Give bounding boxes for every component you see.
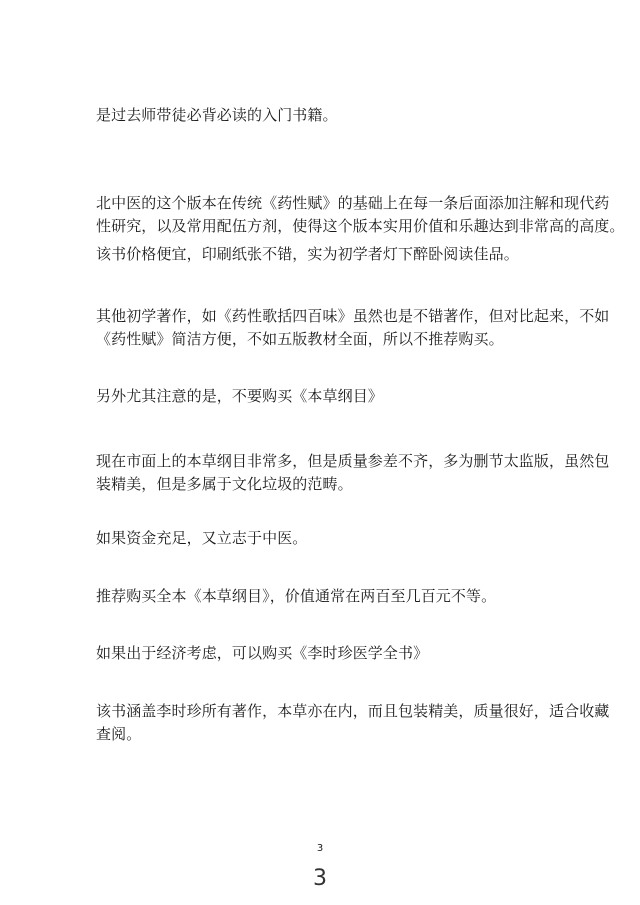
text-line: 是过去师带徒必背必读的入门书籍。 <box>96 106 338 124</box>
paragraph <box>96 527 307 550</box>
paragraph <box>96 192 625 238</box>
text-line: 该书价格便宜，印刷纸张不错，实为初学者灯下醉卧阅读佳品。 <box>96 245 519 263</box>
text-line: 查阅。 <box>96 725 142 743</box>
paragraph <box>96 385 383 408</box>
text-line: 现在市面上的本草纲目非常多，但是质量参差不齐，多为删节太监版，虽然包 <box>96 452 610 470</box>
page-number: 3 <box>316 843 324 854</box>
text-line: 其他初学著作，如《药性歌括四百味》虽然也是不错著作，但对比起来，不如 <box>96 307 610 325</box>
text-line: 推荐购买全本《本草纲目》，价值通常在两百至几百元不等。 <box>96 587 497 605</box>
paragraph <box>96 305 609 351</box>
paragraph <box>96 450 609 496</box>
text-line: 另外尤其注意的是，不要购买《本草纲目》 <box>96 387 383 405</box>
text-line: 北中医的这个版本在传统《药性赋》的基础上在每一条后面添加注解和现代药 <box>96 194 610 212</box>
text-line: 装精美，但是多属于文化垃圾的范畴。 <box>96 475 353 493</box>
text-line: 《药性赋》简洁方便，不如五版教材全面，所以不推荐购买。 <box>96 330 504 348</box>
paragraph <box>96 243 519 266</box>
text-line: 如果资金充足，又立志于中医。 <box>96 529 308 547</box>
paragraph <box>96 585 496 608</box>
paragraph <box>96 642 428 665</box>
paragraph <box>96 700 609 746</box>
text-line: 该书涵盖李时珍所有著作，本草亦在内，而且包装精美，质量很好，适合收藏 <box>96 702 610 720</box>
text-line: 性研究，以及常用配伍方剂，使得这个版本实用价值和乐趣达到非常高的高度。 <box>96 217 625 235</box>
page-number-large: 3 <box>313 866 327 891</box>
paragraph <box>96 104 338 127</box>
text-line: 如果出于经济考虑，可以购买《李时珍医学全书》 <box>96 644 429 662</box>
